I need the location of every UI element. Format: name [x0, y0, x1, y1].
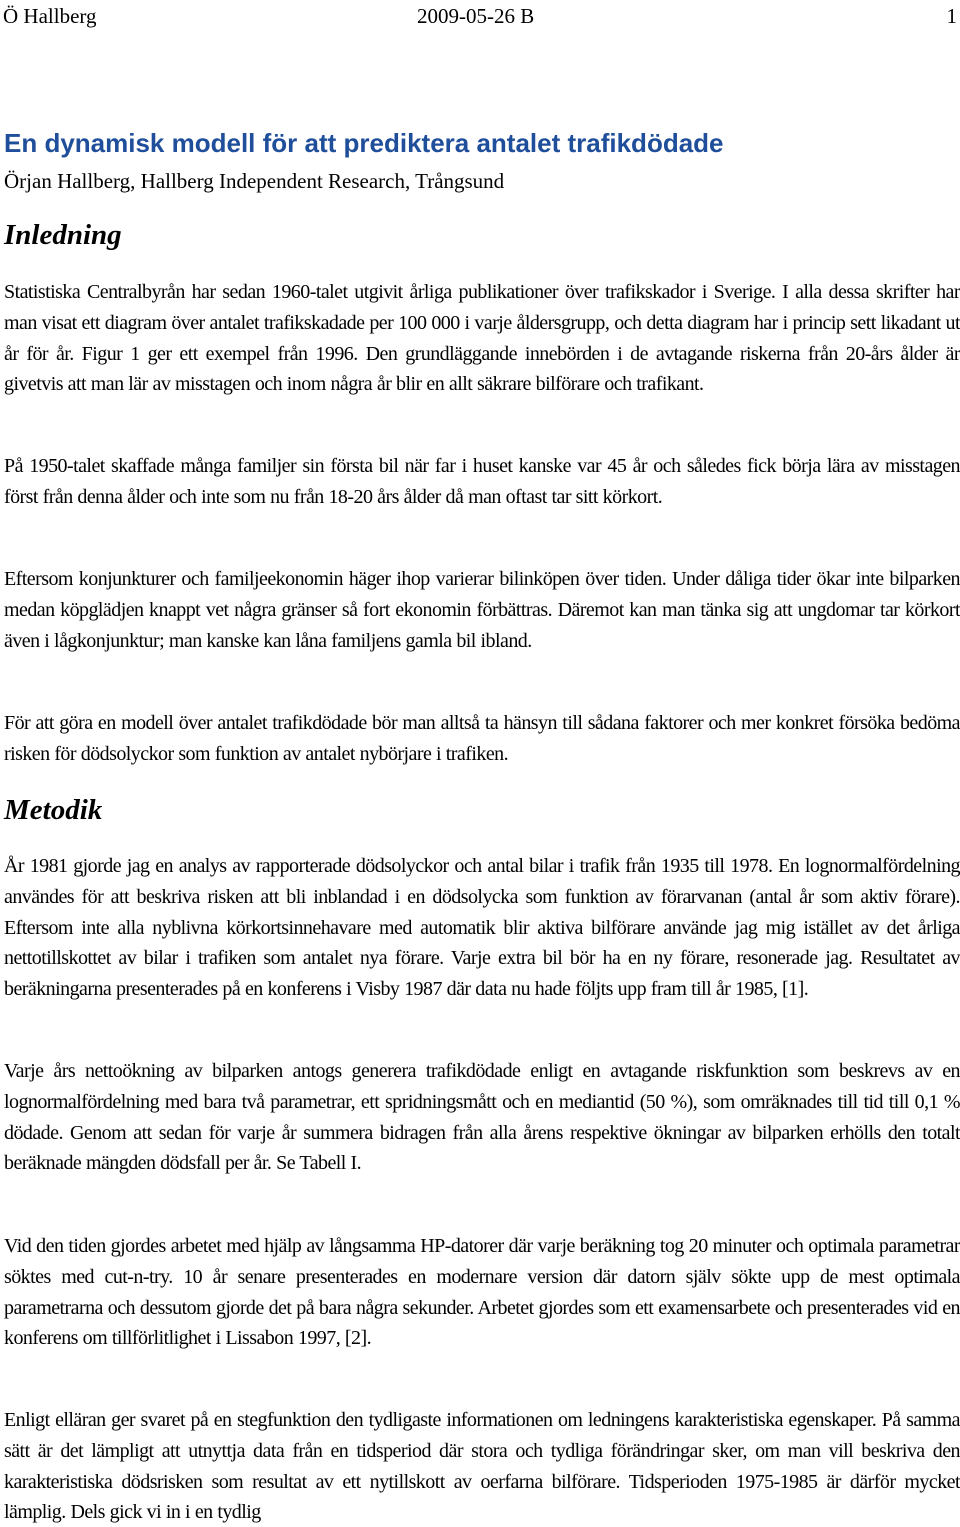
paragraph: Eftersom konjunkturer och familjeekonomin häger ihop varierar bilinköpen över tiden. Under dåliga tider ökar inte bilparken medan köpglädjen knappt vet några gränser så fort ekonomin förbättras. Däremot kan man tänka sig att ungdomar tar körkort även i lågkonjunktur; man kanske kan låna familjens gamla bil ibland. — [4, 568, 960, 652]
document-title: En dynamisk modell för att prediktera antalet trafikdödade — [4, 128, 724, 158]
header-date: 2009-05-26 B — [417, 4, 535, 28]
section-heading-inledning: Inledning — [4, 219, 122, 251]
header-page-number: 1 — [946, 4, 957, 28]
paragraph: På 1950-talet skaffade många familjer sin första bil när far i huset kanske var 45 år och således fick börja lära av misstagen först från denna ålder och inte som nu från 18-20 års ålder då man oftast tar sitt körkort. — [4, 455, 960, 508]
paragraph: Enligt elläran ger svaret på en stegfunktion den tydligaste informationen om ledningens karakteristiska egenskaper. På samma sätt är det lämpligt att utnyttja data från en tidsperiod där stora och tydliga förändringar sker, om man vill beskriva den karakteristiska dödsrisken som resultat av ett nytillskott av oerfarna bilförare. Tidsperioden 1975-1985 är därför mycket lämplig. Dels gick vi in i en tydlig — [4, 1409, 960, 1524]
paragraph: Vid den tiden gjordes arbetet med hjälp av långsamma HP-datorer där varje beräkning tog 20 minuter och optimala parametrar söktes med cut-n-try. 10 år senare presenterades en modernare version där datorn själv sökte upp de mest optimala parametrarna och dessutom gjorde det på bara några sekunder. Arbetet gjordes som ett examensarbete och presenterades vid en konferens om tillförlitlighet i Lissabon 1997, [2]. — [4, 1235, 960, 1350]
running-header — [3, 3, 957, 29]
section-heading-metodik: Metodik — [4, 794, 103, 826]
header-author: Ö Hallberg — [3, 4, 97, 28]
paragraph: Statistiska Centralbyrån har sedan 1960-talet utgivit årliga publikationer över trafikskador i Sverige. I alla dessa skrifter har man visat ett diagram över antalet trafikskadade per 100 000 i varje åldersgrupp, och detta diagram har i princip sett likadant ut år för år. Figur 1 ger ett exempel från 1996. Den grundläggande innebörden i de avtagande riskerna från 20-års ålder är givetvis att man lär av misstagen och inom några år blir en allt säkrare bilförare och trafikant. — [4, 281, 960, 396]
paragraph: År 1981 gjorde jag en analys av rapporterade dödsolyckor och antal bilar i trafik från 1935 till 1978. En lognormalfördelning användes för att beskriva risken att bli inblandad i en dödsolycka som funktion av förarvanan (antal år som aktiv förare). Eftersom inte alla nyblivna körkortsinnehavare med automatik blir aktiva bilförare använde jag mig istället av det årliga nettotillskottet av bilar i trafiken som antalet nya förare. Varje extra bil bör ha en ny förare, resonerade jag. Resultatet av beräkningarna presenterades på en konferens i Visby 1987 där data nu hade följts upp fram till år 1985, [1]. — [4, 855, 960, 1001]
paragraph: Varje års nettoökning av bilparken antogs generera trafikdödade enligt en avtagande riskfunktion som beskrevs av en lognormalfördelning med bara två parametrar, ett spridningsmått och en mediantid (50 %), som omräknades till tid till 0,1 % dödade. Genom att sedan för varje år summera bidragen från alla årens respektive ökningar av bilparken erhölls den totalt beräknade mängden dödsfall per år. Se Tabell I. — [4, 1060, 960, 1175]
paragraph: För att göra en modell över antalet trafikdödade bör man alltså ta hänsyn till sådana faktorer och mer konkret försöka bedöma risken för dödsolyckor som funktion av antalet nybörjare i trafiken. — [4, 712, 960, 765]
author-line: Örjan Hallberg, Hallberg Independent Research, Trångsund — [4, 169, 505, 193]
